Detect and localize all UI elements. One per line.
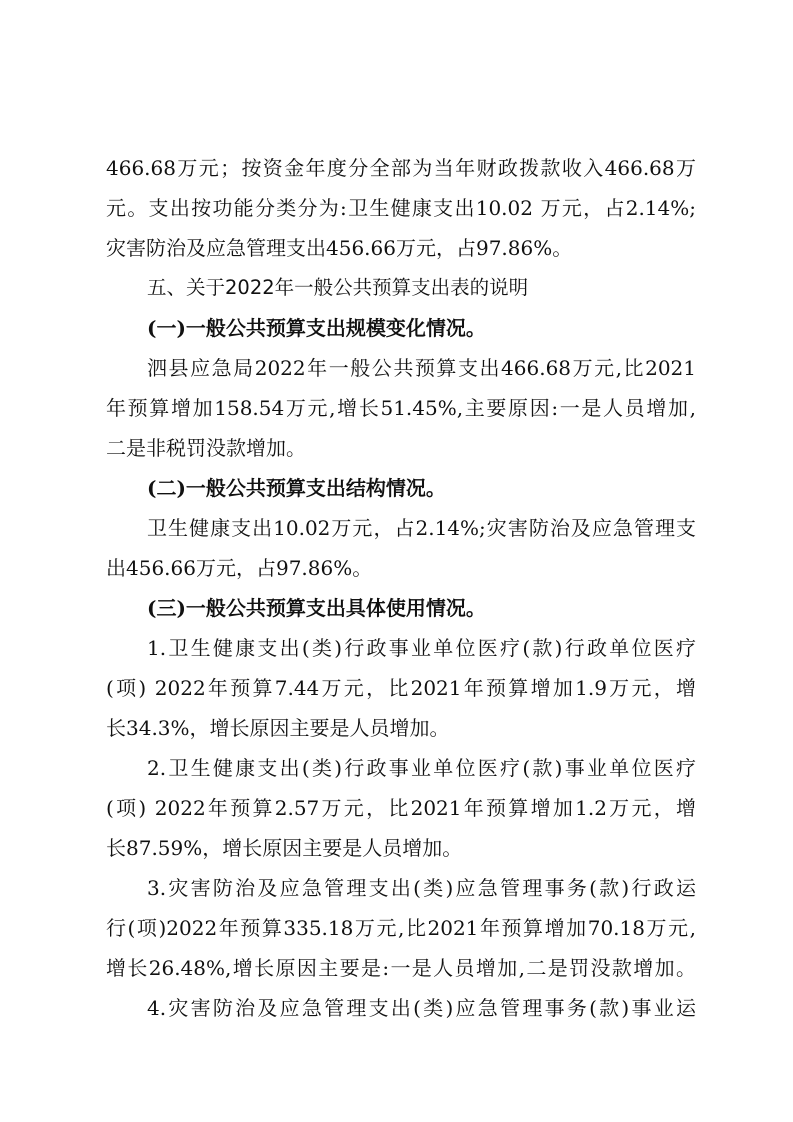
- paragraph-line: 灾害防治及应急管理支出456.66万元，占97.86%。: [106, 236, 573, 260]
- paragraph-line: 年预算增加158.54万元,增长51.45%,主要原因:一是人员增加,: [106, 396, 696, 420]
- document-page: [106, 148, 696, 1028]
- list-item-line: (项) 2022年预算7.44万元，比2021年预算增加1.9万元，增: [106, 676, 696, 700]
- subsection-heading: (三)一般公共预算支出具体使用情况。: [147, 596, 486, 620]
- list-item-line: 增长26.48%,增长原因主要是:一是人员增加,二是罚没款增加。: [106, 956, 696, 980]
- paragraph-line: 466.68万元；按资金年度分全部为当年财政拨款收入466.68万: [106, 156, 696, 180]
- paragraph-line: 卫生健康支出10.02万元，占2.14%;灾害防治及应急管理支: [147, 516, 696, 540]
- list-item-line: 1.卫生健康支出(类)行政事业单位医疗(款)行政单位医疗: [147, 636, 696, 660]
- subsection-heading: (一)一般公共预算支出规模变化情况。: [147, 316, 486, 340]
- paragraph-line: 泗县应急局2022年一般公共预算支出466.68万元,比2021: [147, 356, 696, 380]
- list-item-line: (项) 2022年预算2.57万元，比2021年预算增加1.2万元，增: [106, 796, 696, 820]
- section-heading: 五、关于2022年一般公共预算支出表的说明: [147, 276, 529, 299]
- list-item-line: 行(项)2022年预算335.18万元,比2021年预算增加70.18万元,: [106, 916, 696, 940]
- list-item-line: 2.卫生健康支出(类)行政事业单位医疗(款)事业单位医疗: [147, 756, 696, 780]
- paragraph-line: 二是非税罚没款增加。: [106, 436, 306, 460]
- list-item-line: 长87.59%，增长原因主要是人员增加。: [106, 836, 463, 860]
- paragraph-line: 出456.66万元，占97.86%。: [106, 556, 373, 580]
- list-item-line: 3.灾害防治及应急管理支出(类)应急管理事务(款)行政运: [147, 876, 696, 900]
- paragraph-line: 元。支出按功能分类分为:卫生健康支出10.02 万元，占2.14%;: [106, 196, 696, 220]
- list-item-line: 4.灾害防治及应急管理支出(类)应急管理事务(款)事业运: [147, 996, 696, 1020]
- list-item-line: 长34.3%，增长原因主要是人员增加。: [106, 716, 450, 740]
- subsection-heading: (二)一般公共预算支出结构情况。: [147, 476, 446, 500]
